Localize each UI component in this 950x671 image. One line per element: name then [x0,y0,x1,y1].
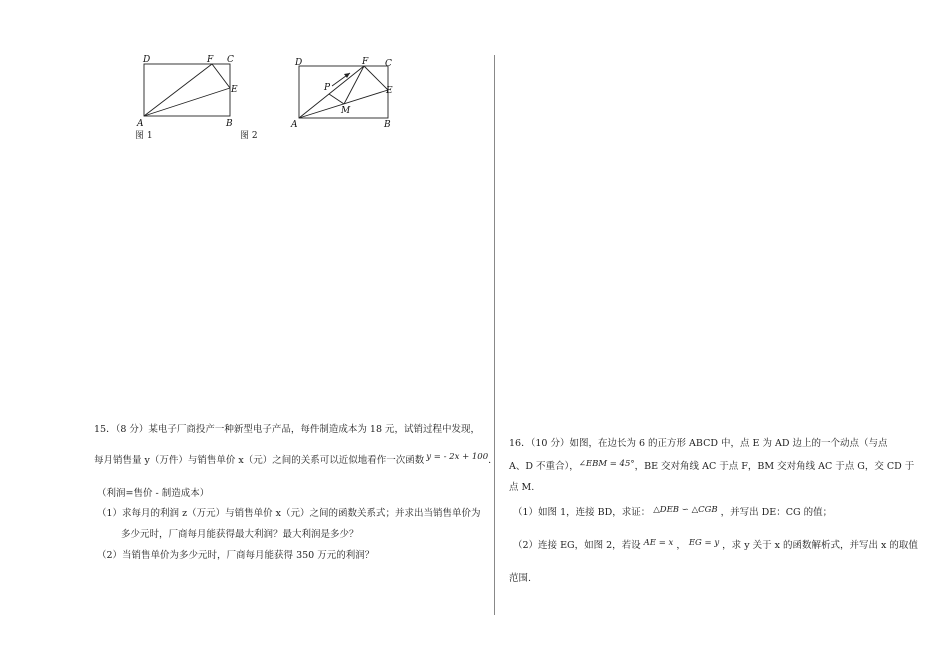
label-e-2: E [386,86,393,96]
label-m: M [341,106,351,116]
label-p: P [324,83,331,93]
q16-part2 [513,539,918,553]
q16-line2-end: ，BE 交对角线 AC 于点 F，BM 交对角线 AC 于点 G，交 CD 于 [634,461,915,472]
segment-af-2 [299,66,364,118]
label-f: F [207,55,214,65]
label-d-2: D [295,58,303,68]
figure-1-diagram [132,52,242,132]
q16-angle-formula: ∠EBM = 45° [578,459,635,469]
q15-line2 [94,454,491,468]
q15-line2-end: . [488,455,492,466]
q16-part2-text: （2）连接 EG，如图 2，若设 [513,540,641,551]
q15-line1: 15．（8 分）某电子厂商投产一种新型电子产品，每件制造成本为 18 元，试销过程中发现， [94,424,481,435]
q15-line2-text: 每月销售量 y（万件）与销售单价 x（元）之间的关系可以近似地看作一次函数 [94,455,425,466]
q16-part2-end: ，求 y 关于 x 的函数解析式，并写出 x 的取值 [722,540,918,551]
label-c-2: C [385,59,392,69]
arrow-head-icon [344,73,350,78]
q16-line2 [509,460,914,474]
q16-line1: 16．（10 分）如图，在边长为 6 的正方形 ABCD 中，点 E 为 AD 边上的一个动点（与点 [509,438,888,449]
label-d: D [143,55,151,65]
label-a: A [137,119,144,129]
q15-formula: y = - 2x + 100 [426,452,489,462]
figure-1-caption: 图 1 [135,131,153,141]
q16-line3: 点 M. [509,482,535,493]
q15-part1-line1: （1）求每月的利润 z（万元）与销售单价 x（元）之间的函数关系式；并求出当销售单价为 [97,508,481,519]
q16-eg-formula: EG = y [688,538,720,548]
label-c: C [227,55,234,65]
q15-part2: （2）当销售单价为多少元时，厂商每月能获得 350 万元的利润？ [97,550,375,561]
q16-ae-formula: AE = x [643,538,674,548]
segment-af [144,64,212,116]
label-b: B [226,119,233,129]
figure-2-caption: 图 2 [240,131,258,141]
q16-similarity-formula: △DEB ∽ △CGB [653,505,718,515]
q15-note: （利润=售价 - 制造成本） [97,488,210,499]
q16-part1 [513,506,832,520]
label-f-2: F [362,57,369,67]
segment-pm [329,94,344,104]
label-b-2: B [384,120,391,130]
q16-part2-line2: 范围. [509,573,532,584]
q16-part1-end: ，并写出 DE：CG 的值； [720,507,833,518]
label-e: E [231,85,238,95]
segment-fe [212,64,230,88]
q16-part1-text: （1）如图 1，连接 BD，求证： [513,507,651,518]
q15-part1-line2: 多少元时，厂商每月能获得最大利润？最大利润是多少？ [121,529,359,540]
rectangle-abcd [144,64,230,116]
label-a-2: A [291,120,298,130]
q16-line2-text: A、D 不重合）， [509,461,579,472]
figure-2-diagram [288,54,403,134]
segment-ae [144,88,230,116]
q16-part2-sep: ， [676,540,686,551]
segment-fe-2 [364,66,388,90]
column-divider [494,55,495,615]
